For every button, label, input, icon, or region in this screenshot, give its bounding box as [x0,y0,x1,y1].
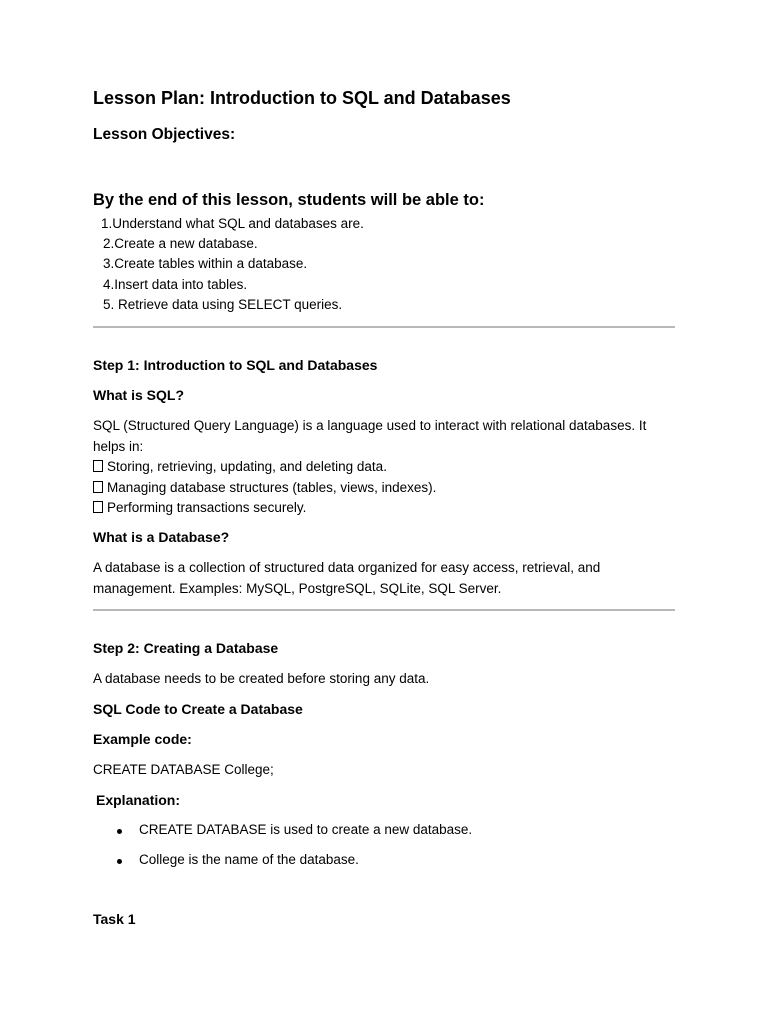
sql-paragraph-line: helps in: [93,439,144,454]
what-is-sql-heading: What is SQL? [93,387,184,403]
bullet-dot [117,859,122,864]
objective-item: 4.Insert data into tables. [103,277,248,292]
sql-code-heading: SQL Code to Create a Database [93,701,303,717]
horizontal-rule [93,326,675,328]
objective-item: 2.Create a new database. [103,236,258,251]
sql-point: Storing, retrieving, updating, and deleting data. [93,457,387,478]
explanation-label: Explanation: [96,792,181,808]
objective-item: 5. Retrieve data using SELECT queries. [103,297,343,312]
by-end-heading: By the end of this lesson, students will be able to: [93,191,485,209]
example-code-label: Example code: [93,731,192,747]
horizontal-rule [93,609,675,611]
step1-heading: Step 1: Introduction to SQL and Databases [93,357,378,373]
missing-glyph-icon [93,481,103,493]
explanation-item: CREATE DATABASE is used to create a new database. [139,822,473,837]
objectives-heading: Lesson Objectives: [93,126,236,143]
bullet-dot [117,829,122,834]
what-is-db-heading: What is a Database? [93,529,230,545]
sql-point: Managing database structures (tables, views, indexes). [93,478,436,499]
code-sample: CREATE DATABASE College; [93,762,274,777]
missing-glyph-icon [93,501,103,513]
db-paragraph-line: A database is a collection of structured data organized for easy access, retrieval, and [93,560,601,575]
objective-item: 3.Create tables within a database. [103,256,308,271]
step2-intro: A database needs to be created before storing any data. [93,671,430,686]
sql-point: Performing transactions securely. [93,498,306,519]
sql-paragraph-line: SQL (Structured Query Language) is a language used to interact with relational databases. It [93,418,647,433]
task-heading: Task 1 [93,911,136,927]
missing-glyph-icon [93,460,103,472]
db-paragraph-line: management. Examples: MySQL, PostgreSQL, SQLite, SQL Server. [93,581,502,596]
objective-item: 1.Understand what SQL and databases are. [101,216,364,231]
step2-heading: Step 2: Creating a Database [93,640,279,656]
document-title: Lesson Plan: Introduction to SQL and Databases [93,88,511,108]
explanation-item: College is the name of the database. [139,852,359,867]
